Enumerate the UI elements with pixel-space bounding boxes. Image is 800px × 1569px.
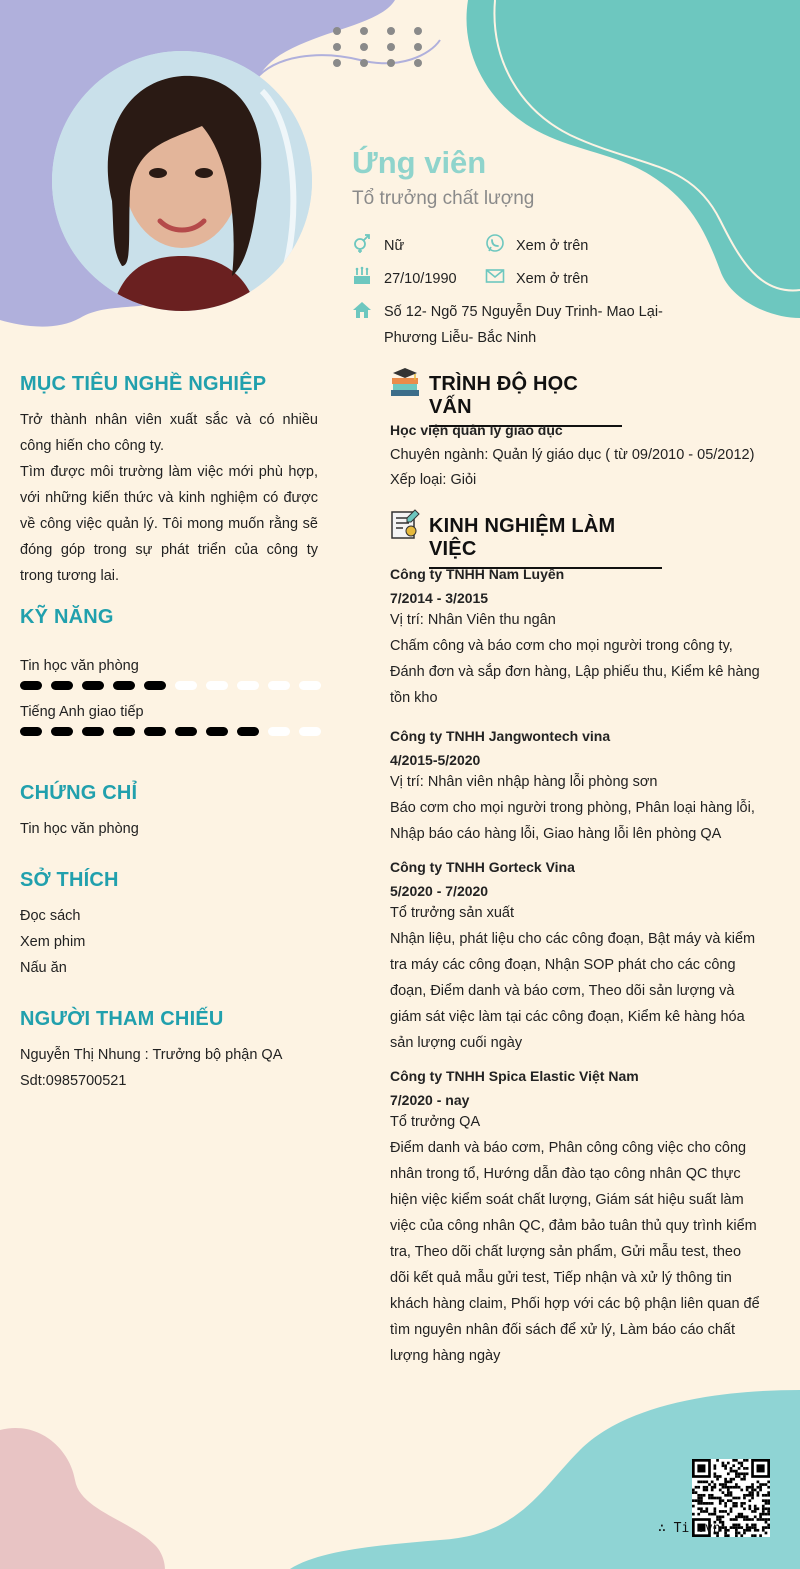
home-icon (352, 300, 372, 320)
objective-text (20, 407, 318, 589)
education-grade: Xếp loại: Giỏi (390, 472, 477, 488)
skill-dash-filled (82, 681, 104, 690)
skill-level-bar (20, 681, 321, 690)
job-desc-line: Đánh đơn và sắp đơn hàng, Lập phiếu thu, Kiểm kê hàng (390, 664, 760, 680)
job-desc-line: dõi kết quả mẫu gửi test, Tiếp nhận và xử lý thông tin (390, 1270, 732, 1286)
gender-icon (352, 233, 372, 253)
skill-dash-filled (175, 727, 197, 736)
cake-icon (352, 266, 372, 286)
portrait-photo (52, 51, 312, 311)
skills-heading: KỸ NĂNG (20, 606, 114, 628)
job-description (390, 795, 755, 847)
job-desc-line: tra, Theo dõi chất lượng sản phẩm, Gửi mẫu test, theo (390, 1244, 742, 1260)
job-period: 5/2020 - 7/2020 (390, 883, 489, 899)
job-desc-line: tồn kho (390, 690, 438, 706)
skill-dash-filled (20, 727, 42, 736)
job-period: 4/2015-5/2020 (390, 752, 481, 768)
job-desc-line: nhân trong tổ, Hướng dẫn đào tạo công nhân QC thực (390, 1166, 741, 1182)
education-school: Học viện quản lý giáo dục (390, 422, 563, 438)
skill-dash-filled (237, 727, 259, 736)
books-icon (389, 366, 421, 398)
job-desc-line: giám sát việc làm tại các công đoạn, Kiểm kê hàng hóa (390, 1009, 745, 1025)
education-major: Chuyên ngành: Quản lý giáo dục ( từ 09/2010 - 05/2012) (390, 447, 755, 463)
job-desc-line: tìm nguyên nhân đối sách để xử lý, Làm báo cáo chất (390, 1322, 736, 1338)
education-heading: TRÌNH ĐỘ HỌC VẤN (429, 373, 622, 427)
job-role: Vị trí: Nhân Viên thu ngân (390, 612, 556, 628)
job-desc-line: Nhập báo cáo hàng lỗi, Giao hàng lỗi lên phòng QA (390, 826, 722, 842)
candidate-name: Ứng viên (352, 145, 487, 180)
skill-dash-empty (299, 681, 321, 690)
hobby-item: Nấu ăn (20, 960, 67, 976)
objective-line: Trở thành nhân viên xuất sắc và có nhiều (20, 412, 318, 428)
job-company: Công ty TNHH Nam Luyên (390, 566, 565, 582)
skill-dash-filled (144, 681, 166, 690)
skill-dash-filled (113, 681, 135, 690)
certificate-icon (389, 508, 421, 540)
objective-line: trong tương lai. (20, 568, 120, 584)
watermark: ∴ Ti .vn (658, 1521, 721, 1536)
skill-dash-empty (299, 727, 321, 736)
certificates-heading: CHỨNG CHỈ (20, 782, 138, 804)
job-desc-line: việc của công nhân QC, đảm bảo tuân thủ quy trình kiểm (390, 1218, 757, 1234)
job-company: Công ty TNHH Gorteck Vina (390, 859, 575, 875)
job-period: 7/2020 - nay (390, 1092, 470, 1108)
skill-dash-filled (113, 727, 135, 736)
references-heading: NGƯỜI THAM CHIẾU (20, 1008, 224, 1030)
job-desc-line: Chấm công và báo cơm cho mọi người trong công ty, (390, 638, 733, 654)
skill-dash-filled (82, 727, 104, 736)
job-desc-line: Báo cơm cho mọi người trong phòng, Phân loại hàng lỗi, (390, 800, 755, 816)
job-role: Tổ trưởng sản xuất (390, 905, 514, 921)
experience-heading: KINH NGHIỆM LÀM VIỆC (429, 515, 662, 569)
address-line-1: Số 12- Ngõ 75 Nguyễn Duy Trinh- Mao Lại- (384, 304, 663, 320)
job-desc-line: Nhận liệu, phát liệu cho các công đoạn, Bật máy và kiểm (390, 931, 756, 947)
job-desc-line: khách hàng claim, Phối hợp với các bộ phận liên quan để (390, 1296, 760, 1312)
objective-line: công hiến cho công ty. (20, 438, 165, 454)
job-period: 7/2014 - 3/2015 (390, 590, 489, 606)
email-value[interactable]: Xem ở trên (516, 271, 589, 287)
skill-dash-empty (237, 681, 259, 690)
job-desc-line: sản lượng cuối ngày (390, 1035, 523, 1051)
phone-value[interactable]: Xem ở trên (516, 238, 589, 254)
email-icon (485, 266, 505, 286)
candidate-position: Tổ trưởng chất lượng (352, 188, 535, 209)
skill-dash-filled (144, 727, 166, 736)
job-company: Công ty TNHH Jangwontech vina (390, 728, 611, 744)
skill-dash-empty (175, 681, 197, 690)
reference-line: Nguyễn Thị Nhung : Trưởng bộ phận QA (20, 1047, 283, 1063)
job-role: Tổ trưởng QA (390, 1114, 481, 1130)
skill-name: Tiếng Anh giao tiếp (20, 704, 144, 720)
avatar (52, 51, 312, 311)
references-list (20, 1042, 282, 1094)
address-line-2: Phương Liễu- Bắc Ninh (384, 330, 537, 346)
objective-line: đóng góp trong sự phát triển của công ty (20, 542, 318, 558)
job-description (390, 1135, 760, 1369)
hobby-item: Đọc sách (20, 908, 81, 924)
job-description (390, 926, 755, 1056)
hobbies-list (20, 903, 85, 981)
hobbies-heading: SỞ THÍCH (20, 869, 119, 891)
job-company: Công ty TNHH Spica Elastic Việt Nam (390, 1068, 639, 1084)
job-desc-line: Điểm danh và báo cơm, Phân công công việc cho công (390, 1140, 747, 1156)
objective-line: với những kiến thức và kinh nghiệm có được (20, 490, 318, 506)
phone-icon (485, 233, 505, 253)
job-description (390, 633, 760, 711)
job-desc-line: lượng hàng ngày (390, 1348, 501, 1364)
skill-dash-empty (206, 681, 228, 690)
skill-dash-empty (268, 727, 290, 736)
objective-line: về công việc quản lý. Tôi mong muốn rằng sẽ (20, 516, 318, 532)
objective-heading: MỤC TIÊU NGHỀ NGHIỆP (20, 373, 267, 395)
birthday-value: 27/10/1990 (384, 271, 457, 287)
job-desc-line: tra máy các công đoạn, Nhận SOP phát cho các công (390, 957, 736, 973)
gender-value: Nữ (384, 238, 405, 254)
reference-line: Sdt:0985700521 (20, 1073, 127, 1089)
hobby-item: Xem phim (20, 934, 86, 950)
job-desc-line: đoạn, Điểm danh và báo cơm, Theo dõi sản lượng và (390, 983, 735, 999)
skill-dash-filled (51, 727, 73, 736)
objective-line: Tìm được môi trường làm việc mới phù hợp, (20, 464, 318, 480)
certificate-item: Tin học văn phòng (20, 821, 139, 837)
skill-dash-filled (51, 681, 73, 690)
skill-level-bar (20, 727, 321, 736)
skill-dash-filled (206, 727, 228, 736)
job-desc-line: hiện việc kiểm soát chất lượng, Giám sát hiệu suất làm (390, 1192, 744, 1208)
skill-name: Tin học văn phòng (20, 658, 139, 674)
skill-dash-filled (20, 681, 42, 690)
job-role: Vị trí: Nhân viên nhập hàng lỗi phòng sơn (390, 774, 658, 790)
skill-dash-empty (268, 681, 290, 690)
